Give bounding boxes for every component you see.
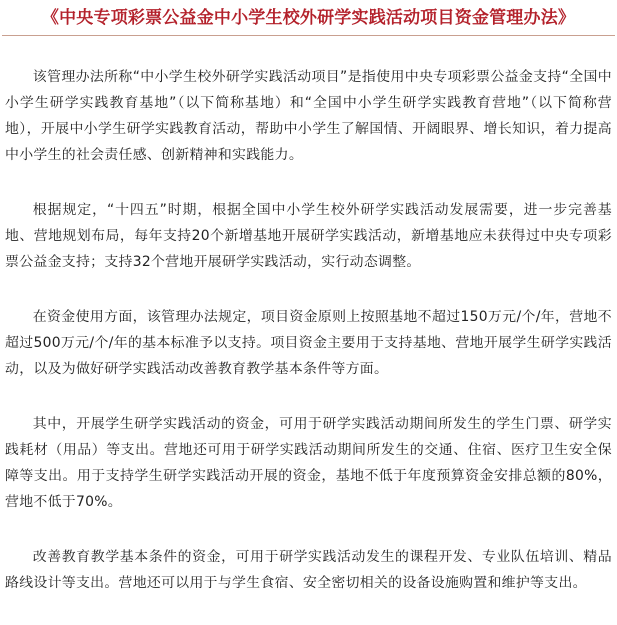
page-title: 《中央专项彩票公益金中小学生校外研学实践活动项目资金管理办法》 — [41, 8, 576, 28]
article-body — [5, 64, 612, 625]
title-header — [0, 0, 617, 40]
paragraph-planning: 根据规定，“十四五”时期，根据全国中小学生校外研学实践活动发展需要，进一步完善基地、营地规划布局，每年支持20个新增基地开展研学实践活动，新增基地应未获得过中央专项彩票公益金支持；支持32个营地开展研学实践活动，实行动态调整。 — [5, 202, 612, 270]
paragraph-funding-standard: 在资金使用方面，该管理办法规定，项目资金原则上按照基地不超过150万元/个/年，营地不超过500万元/个/年的基本标准予以支持。项目资金主要用于支持基地、营地开展学生研学实践活动，以及为做好研学实践活动改善教育教学基本条件等方面。 — [5, 309, 612, 377]
paragraph-activity-expenses: 其中，开展学生研学实践活动的资金，可用于研学实践活动期间所发生的学生门票、研学实践耗材（用品）等支出。营地还可用于研学实践活动期间所发生的交通、住宿、医疗卫生安全保障等支出。用于支持学生研学实践活动开展的资金，基地不低于年度预算资金安排总额的80%，营地不低于70%。 — [5, 416, 612, 510]
paragraph-definition: 该管理办法所称“中小学生校外研学实践活动项目”是指使用中央专项彩票公益金支持“全国中小学生研学实践教育基地”（以下简称基地）和“全国中小学生研学实践教育营地”（以下简称营地），开展中小学生研学实践教育活动，帮助中小学生了解国情、开阔眼界、增长知识，着力提高中小学生的社会责任感、创新精神和实践能力。 — [5, 69, 612, 163]
paragraph-conditions-improvement: 改善教育教学基本条件的资金，可用于研学实践活动发生的课程开发、专业队伍培训、精品路线设计等支出。营地还可以用于与学生食宿、安全密切相关的设备设施购置和维护等支出。 — [5, 549, 612, 591]
title-divider — [2, 35, 615, 36]
